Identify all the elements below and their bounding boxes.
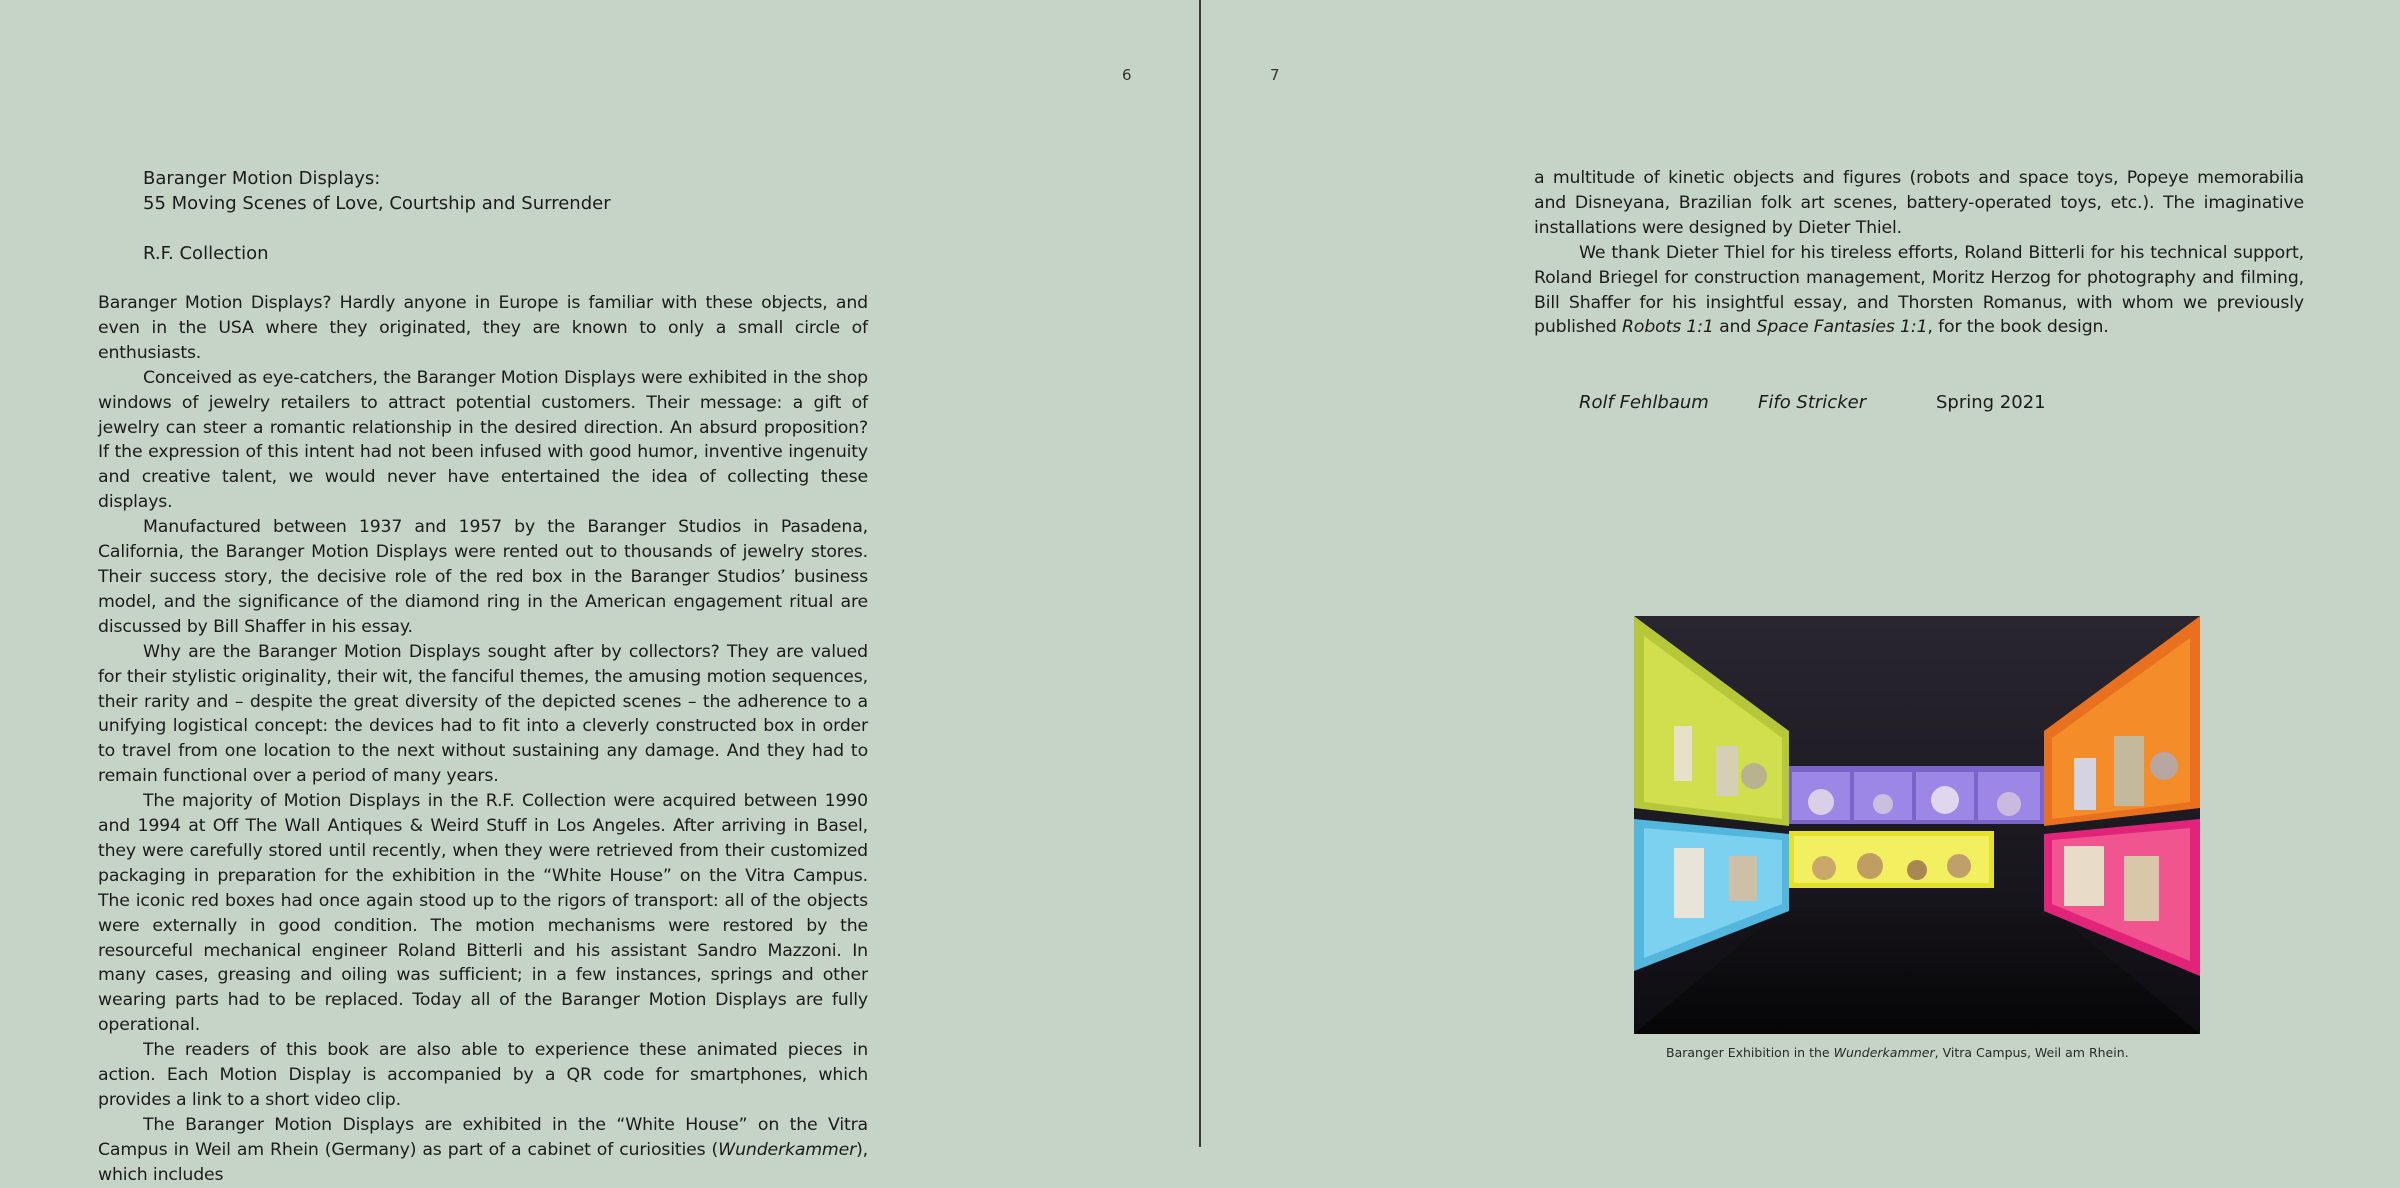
right-page-column	[1534, 166, 2304, 340]
signature-name: Fifo Stricker	[1758, 392, 1867, 413]
page-gutter	[1199, 0, 1201, 1147]
book-title	[143, 166, 868, 216]
text-run: , for the book design.	[1927, 317, 2109, 338]
acknowledgements-paragraph	[1534, 241, 2304, 341]
text-run: and	[1713, 317, 1757, 338]
paragraph: Baranger Motion Displays? Hardly anyone in Europe is familiar with these objects, and even in the USA where they originated, they are known to only a small circle of enthusiasts.	[98, 293, 868, 363]
paragraph: a multitude of kinetic objects and figures (robots and space toys, Popeye memorabilia and Disneyana, Brazilian folk art scenes, battery-operated toys, etc.). The imaginative installations were designed by Dieter Thiel.	[1534, 168, 2304, 238]
exhibition-photo-illustration	[1634, 616, 2200, 1034]
signature-name: Rolf Fehlbaum	[1579, 392, 1709, 413]
italic-term: Wunderkammer	[718, 1139, 857, 1160]
photo-caption	[1666, 1045, 2129, 1060]
page-number-left: 6	[1122, 66, 1132, 84]
signature-date: Spring 2021	[1936, 392, 2046, 413]
paragraph-continued	[98, 1113, 868, 1188]
exhibition-photo	[1634, 616, 2200, 1034]
paragraph: Conceived as eye-catchers, the Baranger Motion Displays were exhibited in the shop windows of jewelry retailers to attract potential customers. Their message: a gift of jewelry can steer a romantic relationship in the desired direction. An absurd proposition? If the expression of this intent had not been infused with good humor, inventive ingenuity and creative talent, we would never have entertained the idea of collecting these displays.	[98, 367, 868, 513]
paragraph: Why are the Baranger Motion Displays sought after by collectors? They are valued for their stylistic originality, their wit, the fanciful themes, the amusing motion sequences, their rarity and – despite the great diversity of the depicted scenes – the adherence to a unifying logistical concept: the devices had to fit into a cleverly constructed box in order to travel from one location to the next without sustaining any damage. And they had to remain functional over a period of many years.	[98, 641, 868, 787]
book-title-line-1: Baranger Motion Displays:	[143, 168, 381, 189]
paragraph: Manufactured between 1937 and 1957 by the Baranger Studios in Pasadena, California, the Baranger Motion Displays were rented out to thousands of jewelry stores. Their success story, the decisive role of the red box in the Baranger Studios’ business model, and the significance of the diamond ring in the American engagement ritual are discussed by Bill Shaffer in his essay.	[98, 517, 868, 637]
paragraph: The majority of Motion Displays in the R.F. Collection were acquired between 1990 and 1994 at Off The Wall Antiques & Weird Stuff in Los Angeles. After arriving in Basel, they were carefully stored until recently, when they were retrieved from their customized packaging in preparation for the exhibition in the “White House” on the Vitra Campus. The iconic red boxes had once again stood up to the rigors of transport: all of the objects were externally in good condition. The motion mechanisms were restored by the resourceful mechanical engineer Roland Bitterli and his assistant Sandro Mazzoni. In many cases, greasing and oiling was sufficient; in a few instances, springs and other wearing parts had to be replaced. Today all of the Baranger Motion Displays are fully operational.	[98, 791, 868, 1036]
text-run: We thank Dieter Thiel for his tireless efforts, Roland Bitterli for his technical support, Roland Briegel for construction management, Moritz Herzog for photography and filming, Bill Shaffer for his insightful essay, and Thorsten Romanus, with whom we previously published	[1534, 242, 2304, 338]
page-number-right: 7	[1270, 66, 1280, 84]
text-run: The Baranger Motion Displays are exhibited in the “White House” on the Vitra Campus in Weil am Rhein (Germany) as part of a cabinet of curiosities (	[98, 1114, 868, 1160]
text-run: ), which includes	[98, 1139, 868, 1185]
italic-title: Robots 1:1	[1622, 317, 1714, 338]
text-run: Baranger Exhibition in the	[1666, 1045, 1834, 1060]
left-page-column	[98, 166, 868, 1188]
collection-name: R.F. Collection	[143, 243, 269, 264]
paragraph: The readers of this book are also able to experience these animated pieces in action. Each Motion Display is accompanied by a QR code for smartphones, which provides a link to a short video clip.	[98, 1040, 868, 1110]
text-run: , Vitra Campus, Weil am Rhein.	[1934, 1045, 2129, 1060]
italic-title: Space Fantasies 1:1	[1756, 317, 1928, 338]
italic-term: Wunderkammer	[1833, 1045, 1935, 1060]
intro-text	[98, 291, 868, 1188]
book-title-line-2: 55 Moving Scenes of Love, Courtship and Surrender	[143, 193, 611, 214]
